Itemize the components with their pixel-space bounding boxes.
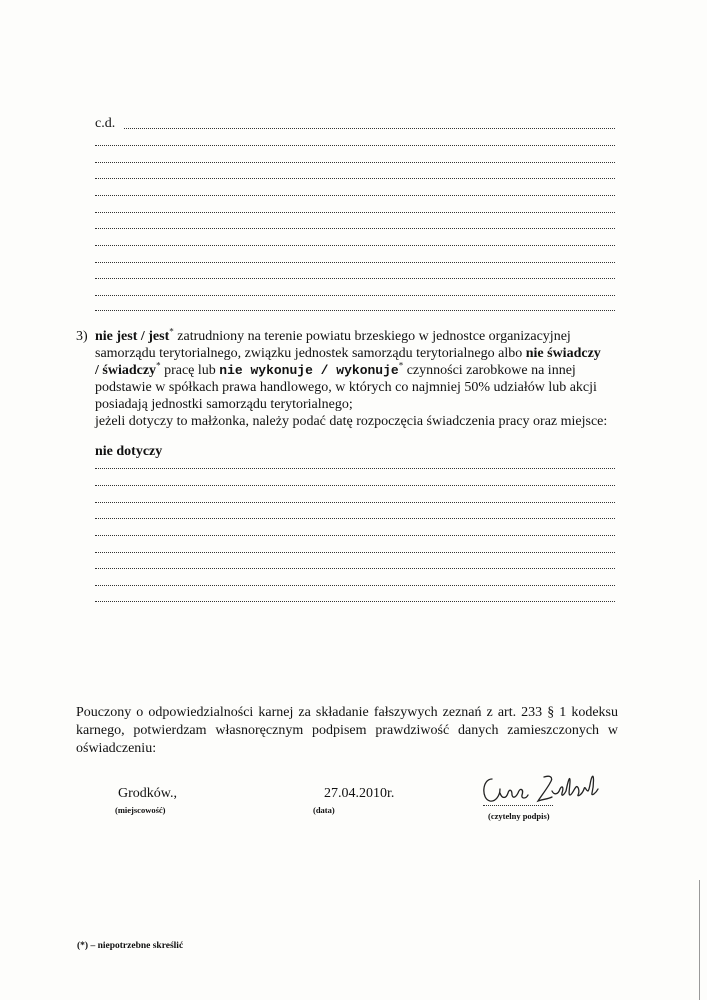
dotted-line: [95, 228, 615, 229]
place-value: Grodków.,: [118, 786, 177, 801]
dotted-line: [95, 278, 615, 279]
place-caption: (miejscowość): [115, 805, 166, 815]
dotted-line: [95, 568, 615, 569]
dotted-line: [95, 535, 615, 536]
service-status: / świadczy: [95, 363, 157, 378]
dotted-line: [95, 262, 615, 263]
service-status: nie świadczy: [525, 346, 601, 361]
dotted-line: [95, 585, 615, 586]
footnote-mark: *: [398, 360, 404, 371]
date-caption: (data): [313, 805, 335, 815]
employment-status: nie jest / jest: [95, 329, 170, 344]
perjury-statement: Pouczony o odpowiedzialności karnej za składanie fałszywych zeznań z art. 233 § 1 kodeksu karnego, potwierdzam własnoręcznym podpisem prawdziwość danych zamieszczonych w oświadczeniu:: [76, 705, 618, 756]
footnote: (*) – niepotrzebne skreślić: [77, 941, 184, 951]
dotted-line: [95, 518, 615, 519]
dotted-line: [95, 295, 615, 296]
dotted-line: [95, 310, 615, 311]
dotted-line: [95, 145, 615, 146]
text-fragment: zatrudniony na terenie powiatu brzeskiego w jednostce organizacyjnej: [173, 329, 571, 344]
section-3: [76, 328, 618, 430]
dotted-line: [95, 552, 615, 553]
text-fragment: czynności zarobkowe na innej: [403, 363, 576, 378]
date-value: 27.04.2010r.: [324, 786, 395, 801]
text-fragment: pracę lub: [160, 363, 220, 378]
answer-text: nie dotyczy: [95, 444, 163, 459]
section-3-line-4: podstawie w spółkach prawa handlowego, w których co najmniej 50% udziałów lub akcji: [95, 380, 597, 395]
dotted-line: [95, 485, 615, 486]
dotted-line: [124, 128, 615, 129]
footnote-mark: *: [169, 326, 174, 337]
dotted-line: [95, 195, 615, 196]
handwritten-signature: [478, 765, 608, 815]
section-number: 3): [76, 329, 88, 344]
dotted-line: [95, 212, 615, 213]
section-3-line-5: posiadają jednostki samorządu terytorialnego;: [95, 397, 353, 412]
section-3-line-3: [95, 362, 618, 379]
text-fragment: samorządu terytorialnego, związku jednostek samorządu terytorialnego albo: [95, 346, 526, 361]
dotted-line: [95, 245, 615, 246]
dotted-line: [95, 601, 615, 602]
continuation-label: c.d.: [95, 116, 116, 131]
section-3-line-6: jeżeli dotyczy to małżonka, należy podać datę rozpoczęcia świadczenia pracy oraz miejsce:: [95, 414, 608, 429]
footnote-mark: *: [156, 360, 161, 371]
work-status: nie wykonuje / wykonuje: [219, 363, 399, 378]
signature-caption: (czytelny podpis): [488, 811, 550, 821]
dotted-line: [95, 178, 615, 179]
section-3-line-2: [95, 345, 618, 362]
dotted-line: [95, 502, 615, 503]
scan-edge: [699, 880, 700, 1000]
dotted-line: [95, 468, 615, 469]
dotted-line: [95, 162, 615, 163]
section-3-line-1: [95, 328, 618, 345]
